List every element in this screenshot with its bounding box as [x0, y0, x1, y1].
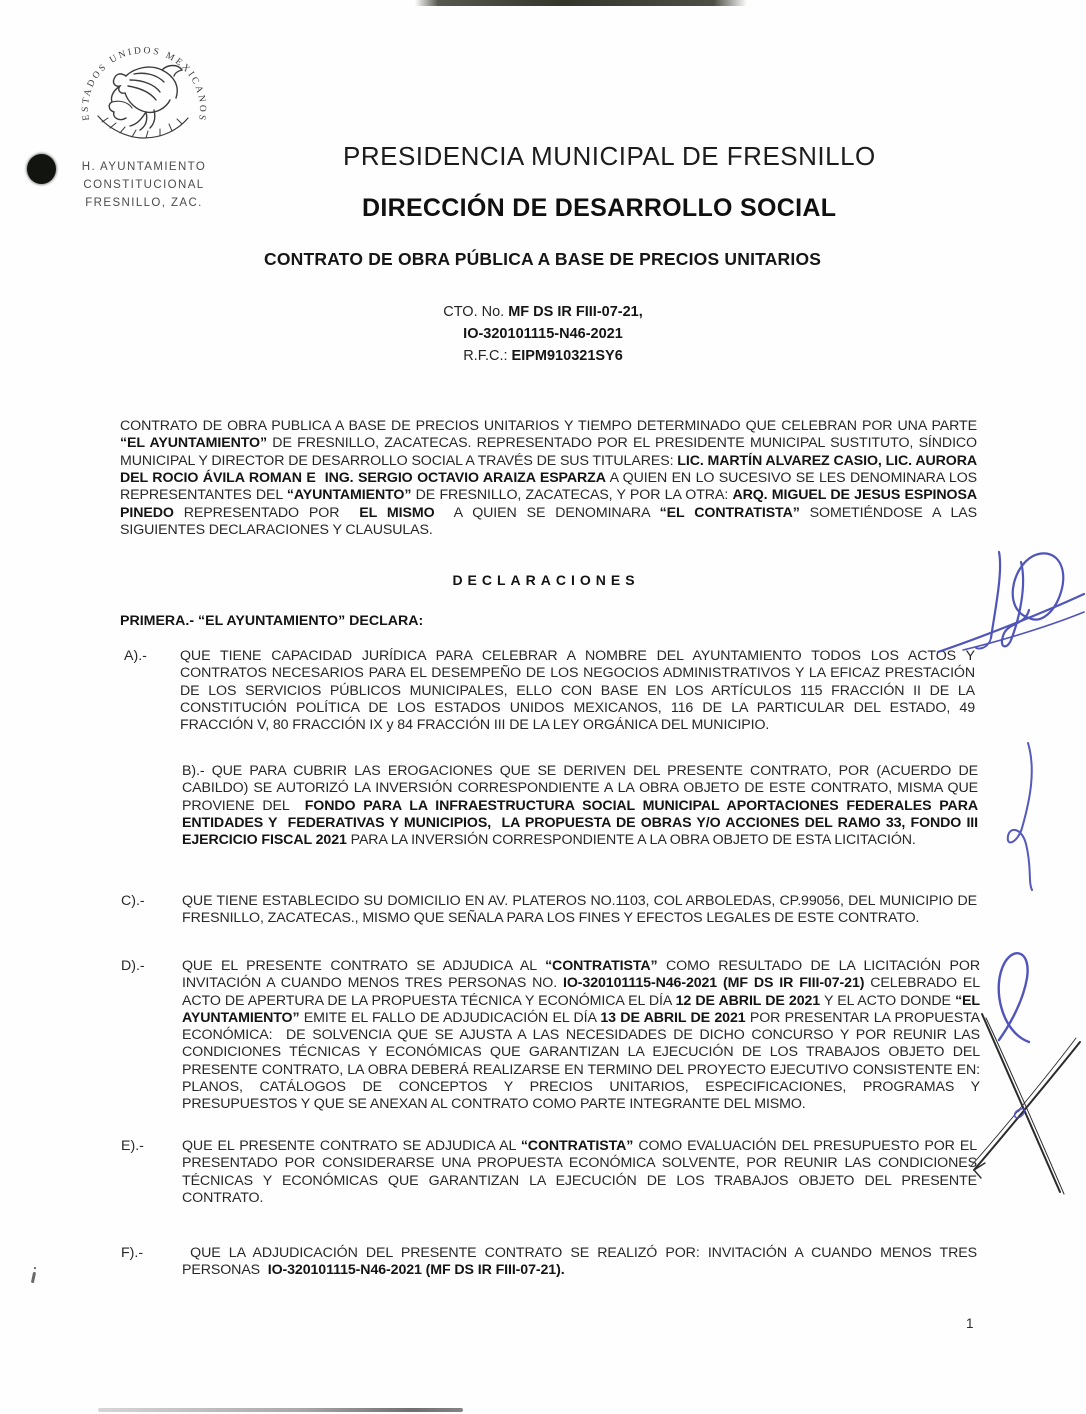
national-seal-icon [68, 38, 220, 158]
contract-heading: CONTRATO DE OBRA PÚBLICA A BASE DE PRECIOS UNITARIOS [264, 249, 822, 269]
pen-flourish-icon [998, 740, 1046, 892]
cto-label: CTO. No. [443, 304, 509, 320]
io-number-line [0, 324, 1086, 346]
intro-paragraph: CONTRATO DE OBRA PUBLICA A BASE DE PRECIOS UNITARIOS Y TIEMPO DETERMINADO QUE CELEBRAN POR UNA PARTE “EL AYUNTAMIENTO” DE FRESNILLO, ZACATECAS. REPRESENTADO POR EL PRESIDENTE MUNICIPAL SUSTITUTO, SÍNDICO MUNICIPAL Y DIRECTOR DE DESARROLLO SOCIAL A TRAVÉS DE SUS TITULARES: LIC. MARTÍN ALVAREZ CASIO, LIC. AURORA DEL ROCIO ÁVILA ROMAN E ING. SERGIO OCTAVIO ARAIZA ESPARZA A QUIEN EN LO SUCESIVO SE LES DENOMINARA LOS REPRESENTANTES DEL “AYUNTAMIENTO” DE FRESNILLO, ZACATECAS, Y POR LA OTRA: ARQ. MIGUEL DE JESUS ESPINOSA PINEDO REPRESENTADO POR EL MISMO A QUIEN SE DENOMINARA “EL CONTRATISTA” SOMETIÉNDOSE A LAS SIGUIENTES DECLARACIONES Y CLAUSULAS. [120, 418, 985, 538]
item-text: QUE TIENE CAPACIDAD JURÍDICA PARA CELEBRAR A NOMBRE DEL AYUNTAMIENTO TODOS LOS ACTOS Y CONTRATOS NECESARIOS PARA EL DESEMPEÑO DE LOS NEGOCIOS ADMINISTRATIVOS Y LA EFICAZ PRESTACIÓN DE LOS SERVICIOS PÚBLICOS MUNICIPALES, ELLO CON BASE EN LOS ARTÍCULOS 115 FRACCIÓN II DE LA CONSTITUCIÓN POLÍTICA DE LOS ESTADOS UNIDOS MEXICANOS, 116 DE LA PARTICULAR DEL ESTADO, 49 FRACCIÓN V, 80 FRACCIÓN IX y 84 FRACCIÓN III DE LA LEY ORGÁNICA DEL MUNICIPIO. [180, 648, 979, 734]
scan-artifact-top-bar [415, 0, 747, 6]
letterhead-line-2: CONSTITUCIONAL [83, 179, 205, 191]
seal-arc-text: ESTADOS UNIDOS MEXICANOS [80, 45, 208, 124]
letterhead-line-1: H. AYUNTAMIENTO [81, 161, 207, 173]
item-label: F).- [121, 1245, 144, 1261]
cto-number-line [0, 302, 1086, 324]
item-label: E).- [121, 1138, 144, 1154]
item-text: QUE TIENE ESTABLECIDO SU DOMICILIO EN AV. PLATEROS NO.1103, COL ARBOLEDAS, CP.99056, DEL MUNICIPIO DE FRESNILLO, ZACATECAS., MISMO QUE SEÑALA PARA LOS FINES Y EFECTOS LEGALES DE ESTE CONTRATO. [182, 893, 981, 927]
item-label: A).- [124, 648, 147, 664]
scan-artifact-mark [31, 1272, 36, 1283]
declaration-item-e [121, 1138, 981, 1207]
declaration-item-a [124, 648, 979, 734]
declaration-item-d [121, 958, 984, 1114]
item-text: QUE LA ADJUDICACIÓN DEL PRESENTE CONTRATO SE REALIZÓ POR: INVITACIÓN A CUANDO MENOS TRES PERSONAS IO-320101115-N46-2021 (MF DS IR FIII-07-21). [182, 1245, 981, 1279]
eagle-glyph [98, 66, 188, 139]
item-text: QUE EL PRESENTE CONTRATO SE ADJUDICA AL “CONTRATISTA” COMO EVALUACIÓN DEL PRESUPUESTO POR EL PRESENTADO POR CONSIDERARSE UNA PROPUESTA ECONÓMICA SOLVENTE, POR REUNIR LAS CONDICIONES TÉCNICAS Y ECONÓMICAS QUE GARANTIZAN LA EJECUCIÓN DE LOS TRABAJOS OBJETO DEL PRESENTE CONTRATO. [182, 1138, 981, 1206]
declaration-item-b [182, 763, 982, 849]
primera-heading: PRIMERA.- “EL AYUNTAMIENTO” DECLARA: [120, 613, 424, 629]
rfc-line [0, 346, 1086, 368]
declaration-item-c [121, 893, 981, 928]
department-title: DIRECCIÓN DE DESARROLLO SOCIAL [362, 194, 837, 222]
item-label: C).- [121, 893, 145, 909]
rfc-label: R.F.C.: [463, 347, 512, 364]
cto-value: MF DS IR FIII-07-21, [508, 304, 643, 320]
page-number: 1 [966, 1316, 974, 1331]
ink-x-mark-icon [968, 1012, 1086, 1197]
declarations-heading: DECLARACIONES [452, 572, 640, 588]
item-text: QUE EL PRESENTE CONTRATO SE ADJUDICA AL “CONTRATISTA” COMO RESULTADO DE LA LICITACIÓN POR INVITACIÓN A CUANDO MENOS TRES PERSONAS NO. IO-320101115-N46-2021 (MF DS IR FIII-07-21) CELEBRADO EL ACTO DE APERTURA DE LA PROPUESTA TÉCNICA Y ECONÓMICA EL DÍA 12 DE ABRIL DE 2021 Y EL ACTO DONDE “EL AYUNTAMIENTO” EMITE EL FALLO DE ADJUDICACIÓN EL DÍA 13 DE ABRIL DE 2021 POR PRESENTAR LA PROPUESTA ECONÓMICA: DE SOLVENCIA QUE SE AJUSTA A LAS NECESIDADES DE DICHO CONCURSO Y POR REUNIR LAS CONDICIONES TÉCNICAS Y ECONÓMICAS QUE GARANTIZAN LA EJECUCIÓN DE LOS TRABAJOS OBJETO DEL PRESENTE CONTRATO, LA OBRA DEBERÁ REALIZARSE EN TERMINO DEL PROYECTO EJECUTIVO CONSISTENTE EN: PLANOS, CATÁLOGOS DE CONCEPTOS Y PRECIOS UNITARIOS, ESPECIFICACIONES, PROGRAMAS Y PRESUPUESTOS Y QUE SE ANEXAN AL CONTRATO COMO PARTE INTEGRANTE DEL MISMO. [182, 958, 984, 1113]
item-label: D).- [121, 958, 145, 974]
declaration-item-f [121, 1245, 981, 1280]
hole-punch-dot [27, 154, 56, 184]
contract-numbers-block [0, 302, 1086, 367]
item-text: B).- QUE PARA CUBRIR LAS EROGACIONES QUE SE DERIVEN DEL PRESENTE CONTRATO, POR (ACUERDO DE CABILDO) SE AUTORIZÓ LA INVERSIÓN CORRESPONDIENTE A LA OBRA OBJETO DE ESTE CONTRATO, MISMA QUE PROVIENE DEL FONDO PARA LA INFRAESTRUCTURA SOCIAL MUNICIPAL APORTACIONES FEDERALES PARA ENTIDADES Y FEDERATIVAS Y MUNICIPIOS, LA PROPUESTA DE OBRAS Y/O ACCIONES DEL RAMO 33, FONDO III EJERCICIO FISCAL 2021 PARA LA INVERSIÓN CORRESPONDIENTE A LA OBRA OBJETO DE ESTA LICITACIÓN. [182, 763, 982, 849]
scan-artifact-bottom-line [98, 1408, 463, 1412]
rfc-value: EIPM910321SY6 [511, 347, 623, 364]
letterhead-line-3: FRESNILLO, ZAC. [85, 197, 203, 209]
io-number: IO-320101115-N46-2021 [463, 325, 623, 342]
letterhead [62, 38, 226, 212]
page-title: PRESIDENCIA MUNICIPAL DE FRESNILLO [343, 141, 876, 171]
signature-initials-icon [933, 540, 1086, 665]
